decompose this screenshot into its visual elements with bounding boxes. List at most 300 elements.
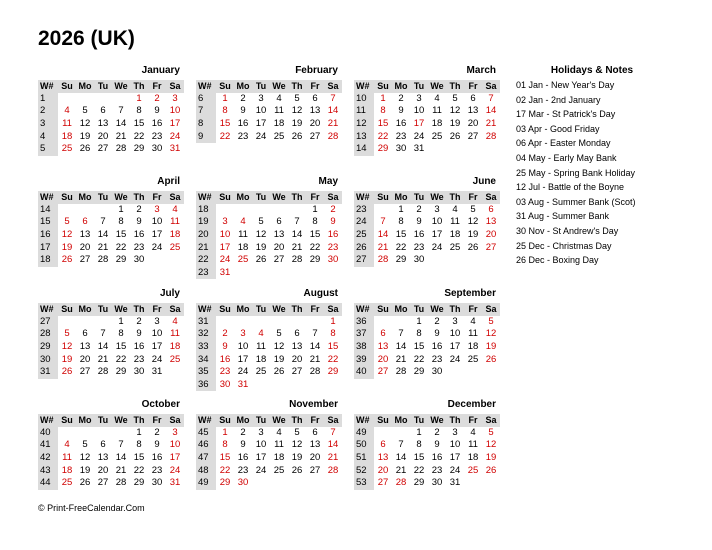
day-cell: 18 — [449, 229, 461, 241]
day-cell — [464, 143, 482, 156]
weekday-header-row — [354, 414, 500, 427]
day-cell: 2 — [154, 426, 160, 438]
day-cell: 28 — [377, 254, 389, 266]
day-cell: 1 — [222, 92, 228, 104]
day-cell: 4 — [172, 315, 178, 327]
day-cell: 6 — [380, 328, 386, 340]
day-cell: 25 — [255, 366, 267, 378]
month-table — [354, 80, 500, 156]
week-number: 25 — [354, 229, 374, 242]
week-number: 9 — [196, 130, 216, 143]
day-cell: 8 — [380, 105, 386, 117]
day-cell: 13 — [79, 341, 91, 353]
day-cell: 5 — [294, 92, 300, 104]
week-row — [38, 353, 184, 366]
week-row — [354, 241, 500, 254]
week-row — [354, 353, 500, 366]
day-cell: 7 — [100, 216, 106, 228]
week-row — [38, 341, 184, 354]
day-cell: 10 — [151, 216, 163, 228]
month-block — [354, 286, 498, 379]
week-number: 52 — [354, 464, 374, 477]
day-cell: 18 — [431, 118, 443, 130]
day-cell — [288, 316, 306, 329]
day-cell: 10 — [169, 105, 181, 117]
week-row — [354, 105, 500, 118]
day-cell: 3 — [240, 328, 246, 340]
day-cell: 20 — [309, 452, 321, 464]
day-cell: 27 — [377, 477, 389, 489]
day-cell: 2 — [154, 92, 160, 104]
day-cell: 7 — [398, 439, 404, 451]
day-cell: 9 — [136, 216, 142, 228]
week-number: 13 — [354, 130, 374, 143]
day-cell: 23 — [431, 353, 443, 365]
week-number: 44 — [38, 477, 58, 490]
day-cell: 13 — [79, 229, 91, 241]
weekday-header: W# — [196, 303, 216, 316]
weekday-header: Sa — [482, 80, 500, 93]
weekday-header: Sa — [324, 414, 342, 427]
day-cell: 24 — [255, 130, 267, 142]
day-cell: 8 — [330, 328, 336, 340]
month-name: February — [295, 65, 338, 76]
day-cell: 23 — [413, 241, 425, 253]
day-cell: 16 — [237, 118, 249, 130]
weekday-header: We — [428, 80, 446, 93]
week-row — [354, 452, 500, 465]
day-cell: 30 — [237, 477, 249, 489]
day-cell — [76, 316, 94, 329]
holiday-item: 02 Jan - 2nd January — [516, 94, 601, 105]
day-cell: 9 — [222, 341, 228, 353]
day-cell: 10 — [413, 105, 425, 117]
day-cell: 8 — [416, 328, 422, 340]
day-cell: 4 — [64, 105, 70, 117]
day-cell: 17 — [151, 341, 163, 353]
day-cell: 16 — [133, 341, 145, 353]
weekday-header: Su — [58, 303, 76, 316]
day-cell: 6 — [312, 426, 318, 438]
week-number: 45 — [196, 427, 216, 440]
weekday-header: Th — [130, 414, 148, 427]
weekday-header: Sa — [482, 303, 500, 316]
day-cell — [446, 254, 464, 267]
weekday-header: Su — [216, 303, 234, 316]
day-cell: 26 — [61, 254, 73, 266]
day-cell: 7 — [380, 216, 386, 228]
day-cell: 10 — [255, 439, 267, 451]
day-cell: 16 — [151, 118, 163, 130]
weekday-header: W# — [354, 191, 374, 204]
day-cell: 26 — [467, 241, 479, 253]
day-cell: 18 — [169, 341, 181, 353]
week-number: 31 — [196, 316, 216, 329]
day-cell: 10 — [449, 328, 461, 340]
month-block — [354, 63, 498, 156]
day-cell: 28 — [327, 130, 339, 142]
day-cell: 26 — [485, 464, 497, 476]
month-table — [196, 303, 342, 391]
holidays-panel — [512, 63, 672, 268]
month-table — [354, 191, 500, 267]
day-cell: 15 — [309, 229, 321, 241]
day-cell: 23 — [237, 130, 249, 142]
day-cell: 15 — [395, 229, 407, 241]
day-cell: 29 — [413, 366, 425, 378]
day-cell: 31 — [169, 477, 181, 489]
footer-credit: © Print-FreeCalendar.Com — [38, 503, 145, 513]
day-cell: 31 — [413, 143, 425, 155]
day-cell — [374, 204, 392, 217]
day-cell: 2 — [136, 203, 142, 215]
month-table — [38, 303, 184, 379]
day-cell: 27 — [97, 477, 109, 489]
day-cell: 8 — [136, 439, 142, 451]
holiday-item: 17 Mar - St Patrick's Day — [516, 109, 616, 120]
day-cell: 3 — [154, 315, 160, 327]
weekday-header: Tu — [94, 303, 112, 316]
week-number: 34 — [196, 353, 216, 366]
day-cell: 30 — [151, 477, 163, 489]
day-cell: 19 — [467, 229, 479, 241]
day-cell: 16 — [431, 452, 443, 464]
weekday-header: W# — [38, 80, 58, 93]
day-cell — [464, 254, 482, 267]
day-cell: 3 — [172, 92, 178, 104]
weekday-header: Tu — [410, 303, 428, 316]
week-row — [38, 204, 184, 217]
day-cell: 11 — [432, 105, 442, 117]
weekday-header: Mo — [392, 303, 410, 316]
week-number: 20 — [196, 229, 216, 242]
day-cell: 18 — [467, 341, 479, 353]
day-cell: 11 — [450, 216, 460, 228]
week-number: 6 — [196, 93, 216, 106]
week-row — [196, 105, 342, 118]
week-number: 2 — [38, 105, 58, 118]
day-cell — [306, 477, 324, 490]
day-cell: 8 — [136, 105, 142, 117]
month-table — [38, 414, 184, 490]
week-number: 17 — [38, 241, 58, 254]
month-name: January — [141, 65, 180, 76]
month-name: November — [289, 399, 338, 410]
day-cell — [252, 379, 270, 392]
day-cell: 28 — [115, 143, 127, 155]
day-cell: 21 — [97, 241, 109, 253]
day-cell: 5 — [488, 315, 494, 327]
day-cell: 15 — [115, 341, 127, 353]
weekday-header: Su — [216, 80, 234, 93]
day-cell: 10 — [449, 439, 461, 451]
week-number: 32 — [196, 328, 216, 341]
day-cell: 10 — [219, 229, 231, 241]
weekday-header: We — [270, 303, 288, 316]
month-block — [38, 63, 182, 156]
weekday-header: Mo — [234, 80, 252, 93]
day-cell: 6 — [488, 203, 494, 215]
week-number: 40 — [354, 366, 374, 379]
day-cell: 14 — [377, 229, 389, 241]
day-cell: 23 — [219, 366, 231, 378]
day-cell: 17 — [219, 241, 231, 253]
week-row — [38, 316, 184, 329]
day-cell: 16 — [237, 452, 249, 464]
month-block — [196, 286, 340, 391]
day-cell: 16 — [219, 353, 231, 365]
day-cell: 21 — [115, 464, 127, 476]
week-row — [354, 328, 500, 341]
weekday-header: We — [270, 191, 288, 204]
weekday-header: We — [112, 414, 130, 427]
day-cell: 29 — [327, 366, 339, 378]
weekday-header: Mo — [392, 191, 410, 204]
week-row — [196, 316, 342, 329]
day-cell: 29 — [133, 143, 145, 155]
day-cell: 20 — [485, 229, 497, 241]
day-cell: 20 — [377, 353, 389, 365]
day-cell — [252, 204, 270, 217]
weekday-header: We — [270, 414, 288, 427]
week-number: 23 — [354, 204, 374, 217]
week-row — [354, 216, 500, 229]
weekday-header-row — [354, 303, 500, 316]
day-cell: 22 — [377, 130, 389, 142]
day-cell: 23 — [133, 353, 145, 365]
week-number: 36 — [354, 316, 374, 329]
day-cell: 11 — [170, 216, 180, 228]
day-cell: 13 — [467, 105, 479, 117]
day-cell: 25 — [467, 464, 479, 476]
month-block — [354, 397, 498, 490]
weekday-header: Mo — [234, 414, 252, 427]
week-row — [354, 427, 500, 440]
week-number: 14 — [38, 204, 58, 217]
week-number: 43 — [38, 464, 58, 477]
day-cell: 19 — [61, 241, 73, 253]
weekday-header: Su — [374, 80, 392, 93]
day-cell: 15 — [219, 118, 231, 130]
day-cell: 25 — [449, 241, 461, 253]
holidays-title: Holidays & Notes — [550, 65, 634, 76]
month-name: June — [472, 176, 496, 187]
day-cell: 11 — [468, 328, 478, 340]
day-cell — [216, 316, 234, 329]
day-cell: 24 — [413, 130, 425, 142]
day-cell: 10 — [151, 328, 163, 340]
day-cell — [374, 316, 392, 329]
day-cell: 4 — [470, 426, 476, 438]
day-cell — [374, 427, 392, 440]
day-cell: 14 — [327, 439, 339, 451]
day-cell: 19 — [79, 464, 91, 476]
weekday-header-row — [196, 414, 342, 427]
day-cell: 3 — [154, 203, 160, 215]
weekday-header: Th — [288, 191, 306, 204]
day-cell: 28 — [115, 477, 127, 489]
day-cell: 5 — [470, 203, 476, 215]
day-cell: 20 — [377, 464, 389, 476]
day-cell: 30 — [327, 254, 339, 266]
week-number: 50 — [354, 439, 374, 452]
day-cell — [252, 477, 270, 490]
weekday-header: Su — [374, 191, 392, 204]
weekday-header: Mo — [392, 80, 410, 93]
week-row — [354, 477, 500, 490]
day-cell: 6 — [470, 92, 476, 104]
day-cell: 8 — [416, 439, 422, 451]
day-cell: 18 — [273, 118, 285, 130]
day-cell: 22 — [133, 130, 145, 142]
weekday-header-row — [38, 80, 184, 93]
week-row — [38, 328, 184, 341]
day-cell: 22 — [309, 241, 321, 253]
day-cell: 9 — [434, 439, 440, 451]
day-cell: 14 — [97, 341, 109, 353]
month-block — [354, 174, 498, 267]
day-cell: 6 — [312, 92, 318, 104]
day-cell: 26 — [273, 366, 285, 378]
weekday-header: Th — [288, 80, 306, 93]
day-cell: 1 — [118, 203, 124, 215]
page-title: 2026 (UK) — [38, 27, 135, 50]
day-cell — [58, 427, 76, 440]
day-cell: 31 — [449, 477, 461, 489]
week-number: 47 — [196, 452, 216, 465]
week-row — [196, 477, 342, 490]
week-number: 49 — [354, 427, 374, 440]
day-cell — [252, 267, 270, 280]
week-number: 36 — [196, 379, 216, 392]
day-cell: 17 — [413, 118, 425, 130]
day-cell: 13 — [97, 452, 109, 464]
day-cell: 12 — [449, 105, 461, 117]
weekday-header: Fr — [148, 80, 166, 93]
day-cell — [112, 427, 130, 440]
day-cell — [324, 477, 342, 490]
week-number: 5 — [38, 143, 58, 156]
day-cell: 18 — [61, 130, 73, 142]
day-cell: 28 — [327, 464, 339, 476]
day-cell: 2 — [398, 92, 404, 104]
day-cell: 22 — [219, 464, 231, 476]
weekday-header: Sa — [482, 414, 500, 427]
day-cell: 1 — [380, 92, 386, 104]
day-cell: 11 — [468, 439, 478, 451]
weekday-header: Su — [58, 80, 76, 93]
week-row — [196, 130, 342, 143]
day-cell: 5 — [276, 328, 282, 340]
day-cell: 25 — [61, 477, 73, 489]
day-cell: 12 — [291, 105, 303, 117]
week-number: 48 — [196, 464, 216, 477]
week-row — [196, 229, 342, 242]
day-cell: 25 — [273, 130, 285, 142]
day-cell: 24 — [449, 464, 461, 476]
day-cell: 1 — [330, 315, 336, 327]
weekday-header: Fr — [148, 414, 166, 427]
day-cell: 8 — [222, 105, 228, 117]
holiday-item: 06 Apr - Easter Monday — [516, 138, 611, 149]
weekday-header: Tu — [252, 191, 270, 204]
day-cell: 21 — [327, 452, 339, 464]
day-cell: 5 — [82, 105, 88, 117]
weekday-header: Tu — [94, 191, 112, 204]
day-cell: 2 — [240, 426, 246, 438]
week-row — [196, 216, 342, 229]
day-cell: 8 — [118, 216, 124, 228]
day-cell: 1 — [398, 203, 404, 215]
day-cell: 13 — [377, 452, 389, 464]
day-cell: 2 — [330, 203, 336, 215]
day-cell: 14 — [395, 341, 407, 353]
week-row — [38, 118, 184, 131]
day-cell — [446, 143, 464, 156]
day-cell — [464, 366, 482, 379]
day-cell — [234, 316, 252, 329]
weekday-header: Tu — [252, 303, 270, 316]
day-cell: 27 — [309, 464, 321, 476]
day-cell — [94, 93, 112, 106]
day-cell: 27 — [273, 254, 285, 266]
day-cell: 6 — [276, 216, 282, 228]
day-cell: 9 — [398, 105, 404, 117]
day-cell: 13 — [485, 216, 497, 228]
day-cell: 7 — [330, 426, 336, 438]
weekday-header: Mo — [76, 303, 94, 316]
weekday-header: W# — [38, 303, 58, 316]
weekday-header: W# — [354, 414, 374, 427]
week-row — [354, 229, 500, 242]
day-cell: 23 — [151, 464, 163, 476]
day-cell: 17 — [255, 118, 267, 130]
week-number: 28 — [38, 328, 58, 341]
day-cell — [76, 93, 94, 106]
day-cell: 27 — [79, 254, 91, 266]
day-cell: 2 — [434, 426, 440, 438]
day-cell — [482, 143, 500, 156]
day-cell — [58, 93, 76, 106]
weekday-header: Sa — [324, 80, 342, 93]
weekday-header: W# — [196, 80, 216, 93]
week-row — [354, 341, 500, 354]
day-cell: 18 — [255, 353, 267, 365]
week-number: 53 — [354, 477, 374, 490]
day-cell: 5 — [294, 426, 300, 438]
day-cell: 12 — [485, 439, 497, 451]
week-row — [354, 254, 500, 267]
holiday-item: 25 Dec - Christmas Day — [516, 240, 612, 251]
week-row — [354, 204, 500, 217]
week-row — [196, 267, 342, 280]
day-cell: 19 — [79, 130, 91, 142]
holiday-item: 30 Nov - St Andrew's Day — [516, 225, 619, 236]
day-cell: 2 — [240, 92, 246, 104]
week-number: 16 — [38, 229, 58, 242]
weekday-header-row — [38, 414, 184, 427]
weekday-header: Fr — [306, 80, 324, 93]
day-cell: 5 — [258, 216, 264, 228]
week-row — [354, 464, 500, 477]
month-table — [38, 80, 184, 156]
day-cell: 21 — [395, 464, 407, 476]
week-number: 7 — [196, 105, 216, 118]
week-row — [38, 452, 184, 465]
day-cell: 4 — [434, 92, 440, 104]
week-row — [354, 143, 500, 156]
weekday-header: Tu — [94, 414, 112, 427]
